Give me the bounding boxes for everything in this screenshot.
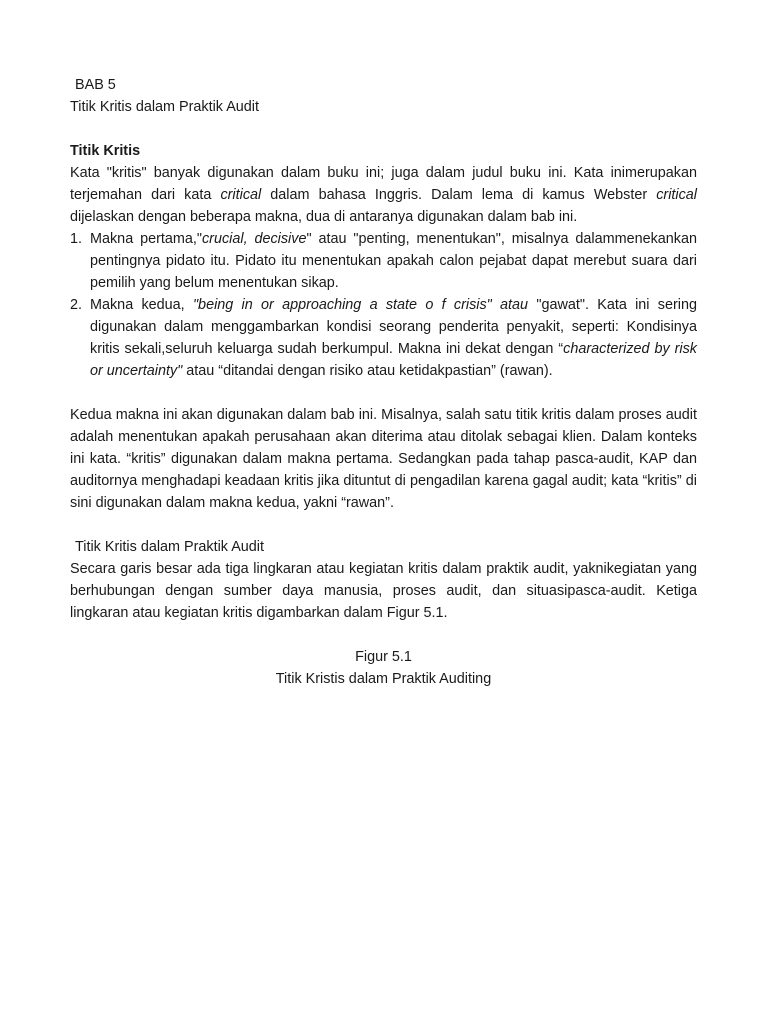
item-italic: "being in or approaching a state o f crisis" atau — [192, 297, 529, 313]
intro-italic-critical-1: critical — [220, 187, 262, 203]
list-item-number: 2. — [70, 297, 83, 313]
item-italic: crucial, decisive — [201, 231, 307, 247]
intro-italic-critical-2: critical — [656, 187, 697, 203]
item-text-b: " atau "penting, menentukan", misalnya dalammenekankan pentingnya pidato itu. Pidato itu menentukan apakah calon pejabat dapat merebut suara dari pemilih yang belum menentukan sikap. — [90, 231, 698, 291]
spacer — [70, 382, 697, 404]
item-text-b: "gawat". Kata ini sering digunakan dalam menggambarkan kondisi seorang penderita penyakit, seperti: Kondisinya kritis sekali,seluruh keluarga sudah berkumpul. Makna ini dekat dengan “ — [90, 297, 697, 357]
item-text-a: Makna kedua, — [90, 297, 193, 313]
section-praktik-audit — [70, 536, 697, 624]
item-text-a: Makna pertama," — [90, 231, 202, 247]
list-item-number: 1. — [70, 231, 83, 247]
chapter-header — [70, 74, 697, 118]
section-titik-kritis — [70, 140, 697, 514]
document-page — [70, 74, 697, 690]
chapter-title: Titik Kritis dalam Praktik Audit — [70, 99, 259, 115]
list-item — [70, 294, 697, 382]
chapter-number: BAB 5 — [75, 77, 116, 93]
spacer — [70, 514, 697, 536]
body-paragraph: Kedua makna ini akan digunakan dalam bab ini. Misalnya, salah satu titik kritis dalam proses audit adalah menentukan apakah perusahaan akan diterima atau ditolak sebagai klien. Dalam konteks ini kata. “kritis” digunakan dalam makna pertama. Sedangkan pada tahap pasca-audit, KAP dan auditornya menghadapi keadaan kritis jika dituntut di pengadilan karena gagal audit; kata “kritis” di sini digunakan dalam makna kedua, yakni “rawan”. — [70, 407, 697, 511]
meaning-list — [70, 228, 697, 382]
figure-caption: Titik Kristis dalam Praktik Auditing — [275, 671, 492, 687]
body-paragraph: Secara garis besar ada tiga lingkaran atau kegiatan kritis dalam praktik audit, yaknikegiatan yang berhubungan dengan sumber daya manusia, proses audit, dan situasipasca-audit. Ketiga lingkaran atau kegiatan kritis digambarkan dalam Figur 5.1. — [70, 561, 697, 621]
list-item — [70, 228, 697, 294]
intro-paragraph — [70, 162, 697, 228]
intro-text-a: Kata "kritis" banyak digunakan dalam buku ini; juga dalam judul buku ini. Kata inimerupakan terjemahan dari kata — [70, 165, 697, 203]
intro-text-b: dalam bahasa Inggris. Dalam lema di kamus Webster — [261, 187, 657, 203]
item-italic-2: characterized by risk or uncertainty" — [90, 341, 697, 379]
subsection-heading: Titik Kritis dalam Praktik Audit — [75, 539, 264, 555]
item-text-c: atau “ditandai dengan risiko atau ketidakpastian” (rawan). — [182, 363, 553, 379]
figure-label: Figur 5.1 — [355, 649, 412, 665]
section-heading: Titik Kritis — [70, 143, 141, 159]
figure-caption-block — [70, 646, 697, 690]
intro-text-c: dijelaskan dengan beberapa makna, dua di antaranya digunakan dalam bab ini. — [70, 209, 578, 225]
spacer — [70, 624, 697, 646]
